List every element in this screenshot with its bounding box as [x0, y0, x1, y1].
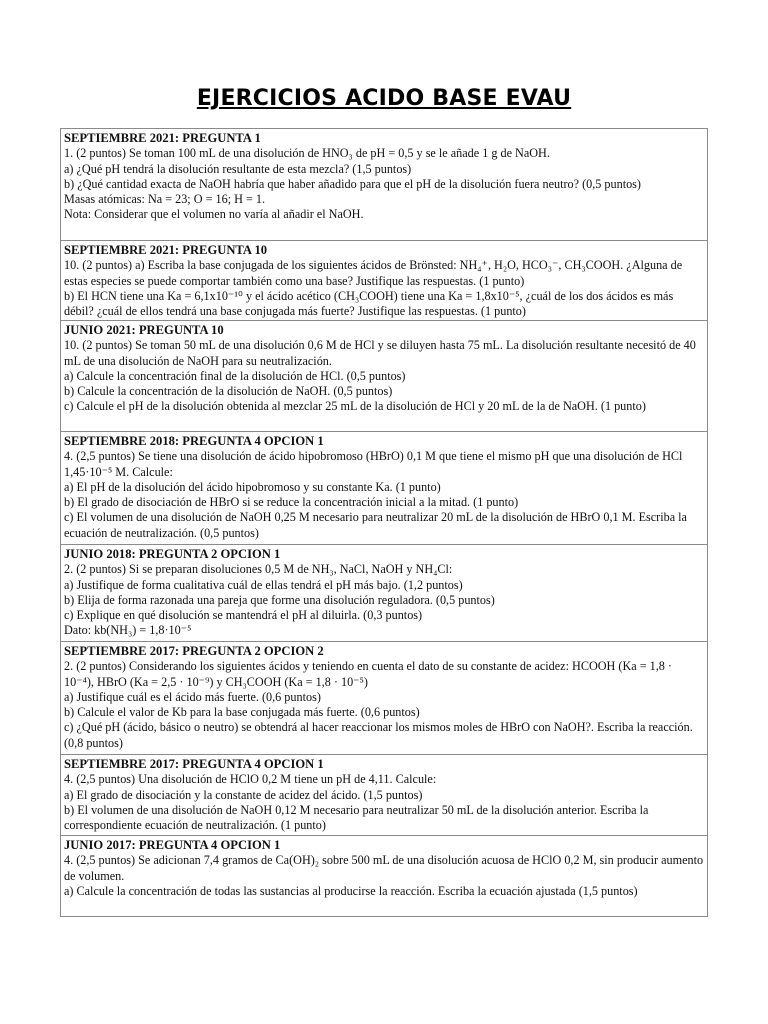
section-line: b) ¿Qué cantidad exacta de NaOH habría que haber añadido para que el pH de la disolución fuera neutro? (0,5 puntos): [64, 176, 641, 191]
section-line: b) Calcule la concentración de la disolución de NaOH. (0,5 puntos): [64, 384, 393, 399]
section-heading: SEPTIEMBRE 2017: PREGUNTA 2 OPCION 2: [64, 644, 324, 658]
section-line: 4. (2,5 puntos) Se tiene una disolución de ácido hipobromoso (HBrO) 0,1 M que tiene el mismo pH que una disolución de HCl 1,45·10⁻⁵ M. Calcule:: [64, 449, 683, 479]
section-line: 4. (2,5 puntos) Una disolución de HClO 0,2 M tiene un pH de 4,11. Calcule:: [64, 772, 437, 787]
exercise-table: [60, 128, 708, 917]
section-line: b) El HCN tiene una Ka = 6,1x10⁻¹⁰ y el ácido acético (CH₃COOH) tiene una Ka = 1,8x10⁻⁵, ¿cuál de los dos ácidos es más débil? ¿cuál de ellos tendrá una base conjugada más fuerte? Justifique las respuestas. (1 punto): [64, 288, 674, 319]
exercise-section: [61, 545, 707, 642]
section-line: a) Justifique cuál es el ácido más fuerte. (0,6 puntos): [64, 689, 321, 704]
section-line: b) Calcule el valor de Kb para la base conjugada más fuerte. (0,6 puntos): [64, 705, 420, 720]
page-title: EJERCICIOS ACIDO BASE EVAU: [196, 86, 572, 111]
exercise-section: [61, 755, 707, 836]
section-heading: SEPTIEMBRE 2017: PREGUNTA 4 OPCION 1: [64, 757, 324, 771]
section-heading: JUNIO 2021: PREGUNTA 10: [64, 323, 224, 337]
section-line: 2. (2 puntos) Si se preparan disoluciones 0,5 M de NH₃, NaCl, NaOH y NH₄Cl:: [64, 562, 453, 577]
exercise-section: [61, 129, 707, 241]
exercise-section: [61, 241, 707, 321]
exercise-section: [61, 432, 707, 545]
section-heading: SEPTIEMBRE 2021: PREGUNTA 1: [64, 131, 261, 145]
section-heading: SEPTIEMBRE 2018: PREGUNTA 4 OPCION 1: [64, 434, 324, 448]
section-line: Nota: Considerar que el volumen no varía al añadir el NaOH.: [64, 207, 364, 222]
section-line: 1. (2 puntos) Se toman 100 mL de una disolución de HNO₃ de pH = 0,5 y se le añade 1 g de NaOH.: [64, 146, 550, 161]
section-line: a) Calcule la concentración de todas las sustancias al producirse la reacción. Escriba la ecuación ajustada (1,5 puntos): [64, 883, 638, 898]
section-line: b) El grado de disociación de HBrO si se reduce la concentración inicial a la mitad. (1 punto): [64, 495, 519, 510]
section-heading: JUNIO 2018: PREGUNTA 2 OPCION 1: [64, 547, 281, 561]
section-line: Masas atómicas: Na = 23; O = 16; H = 1.: [64, 192, 266, 207]
section-line: c) Explique en qué disolución se mantendrá el pH al diluirla. (0,3 puntos): [64, 608, 423, 623]
exercise-section: [61, 642, 707, 755]
section-line: 2. (2 puntos) Considerando los siguientes ácidos y teniendo en cuenta el dato de su constante de acidez: HCOOH (Ka = 1,8 · 10⁻⁴), HBrO (Ka = 2,5 · 10⁻⁹) y CH₃COOH (Ka = 1,8 · 10⁻⁵): [64, 659, 672, 689]
section-line: 4. (2,5 puntos) Se adicionan 7,4 gramos de Ca(OH)₂ sobre 500 mL de una disolución acuosa de HClO 0,2 M, sin producir aumento de volumen.: [64, 853, 704, 883]
section-heading: JUNIO 2017: PREGUNTA 4 OPCION 1: [64, 838, 281, 852]
section-line: c) ¿Qué pH (ácido, básico o neutro) se obtendrá al hacer reaccionar los mismos moles de HBrO con NaOH?. Escriba la reacción. (0,8 puntos): [64, 720, 693, 750]
section-line: a) Justifique de forma cualitativa cuál de ellas tendrá el pH más bajo. (1,2 puntos): [64, 577, 463, 592]
exercise-section: [61, 321, 707, 432]
section-line: b) El volumen de una disolución de NaOH 0,12 M necesario para neutralizar 50 mL de la disolución anterior. Escriba la correspondiente ecuación de neutralización. (1 punto): [64, 802, 649, 833]
section-line: a) El pH de la disolución del ácido hipobromoso y su constante Ka. (1 punto): [64, 479, 441, 494]
section-line: a) ¿Qué pH tendrá la disolución resultante de esta mezcla? (1,5 puntos): [64, 161, 412, 176]
section-line: c) El volumen de una disolución de NaOH 0,25 M necesario para neutralizar 20 mL de la disolución de HBrO 0,1 M. Escriba la ecuación de neutralización. (0,5 puntos): [64, 510, 687, 540]
section-line: a) El grado de disociación y la constante de acidez del ácido. (1,5 puntos): [64, 787, 423, 802]
section-line: a) Calcule la concentración final de la disolución de HCl. (0,5 puntos): [64, 368, 406, 383]
section-line: b) Elija de forma razonada una pareja que forme una disolución reguladora. (0,5 puntos): [64, 592, 495, 607]
section-line: Dato: kb(NH₃) = 1,8·10⁻⁵: [64, 623, 192, 638]
section-line: 10. (2 puntos) Se toman 50 mL de una disolución 0,6 M de HCl y se diluyen hasta 75 mL. La disolución resultante necesitó de 40 mL de una disolución de NaOH para su neutralización.: [64, 338, 696, 368]
section-line: c) Calcule el pH de la disolución obtenida al mezclar 25 mL de la disolución de HCl y 20 mL de la de NaOH. (1 punto): [64, 399, 646, 414]
exercise-section: [61, 836, 707, 916]
section-heading: SEPTIEMBRE 2021: PREGUNTA 10: [64, 243, 268, 257]
section-line: 10. (2 puntos) a) Escriba la base conjugada de los siguientes ácidos de Brönsted: NH₄⁺, H₂O, HCO₃⁻, CH₃COOH. ¿Alguna de estas especies se puede comportar también como una base? Justifique las respuestas. (1 punto): [64, 258, 683, 288]
